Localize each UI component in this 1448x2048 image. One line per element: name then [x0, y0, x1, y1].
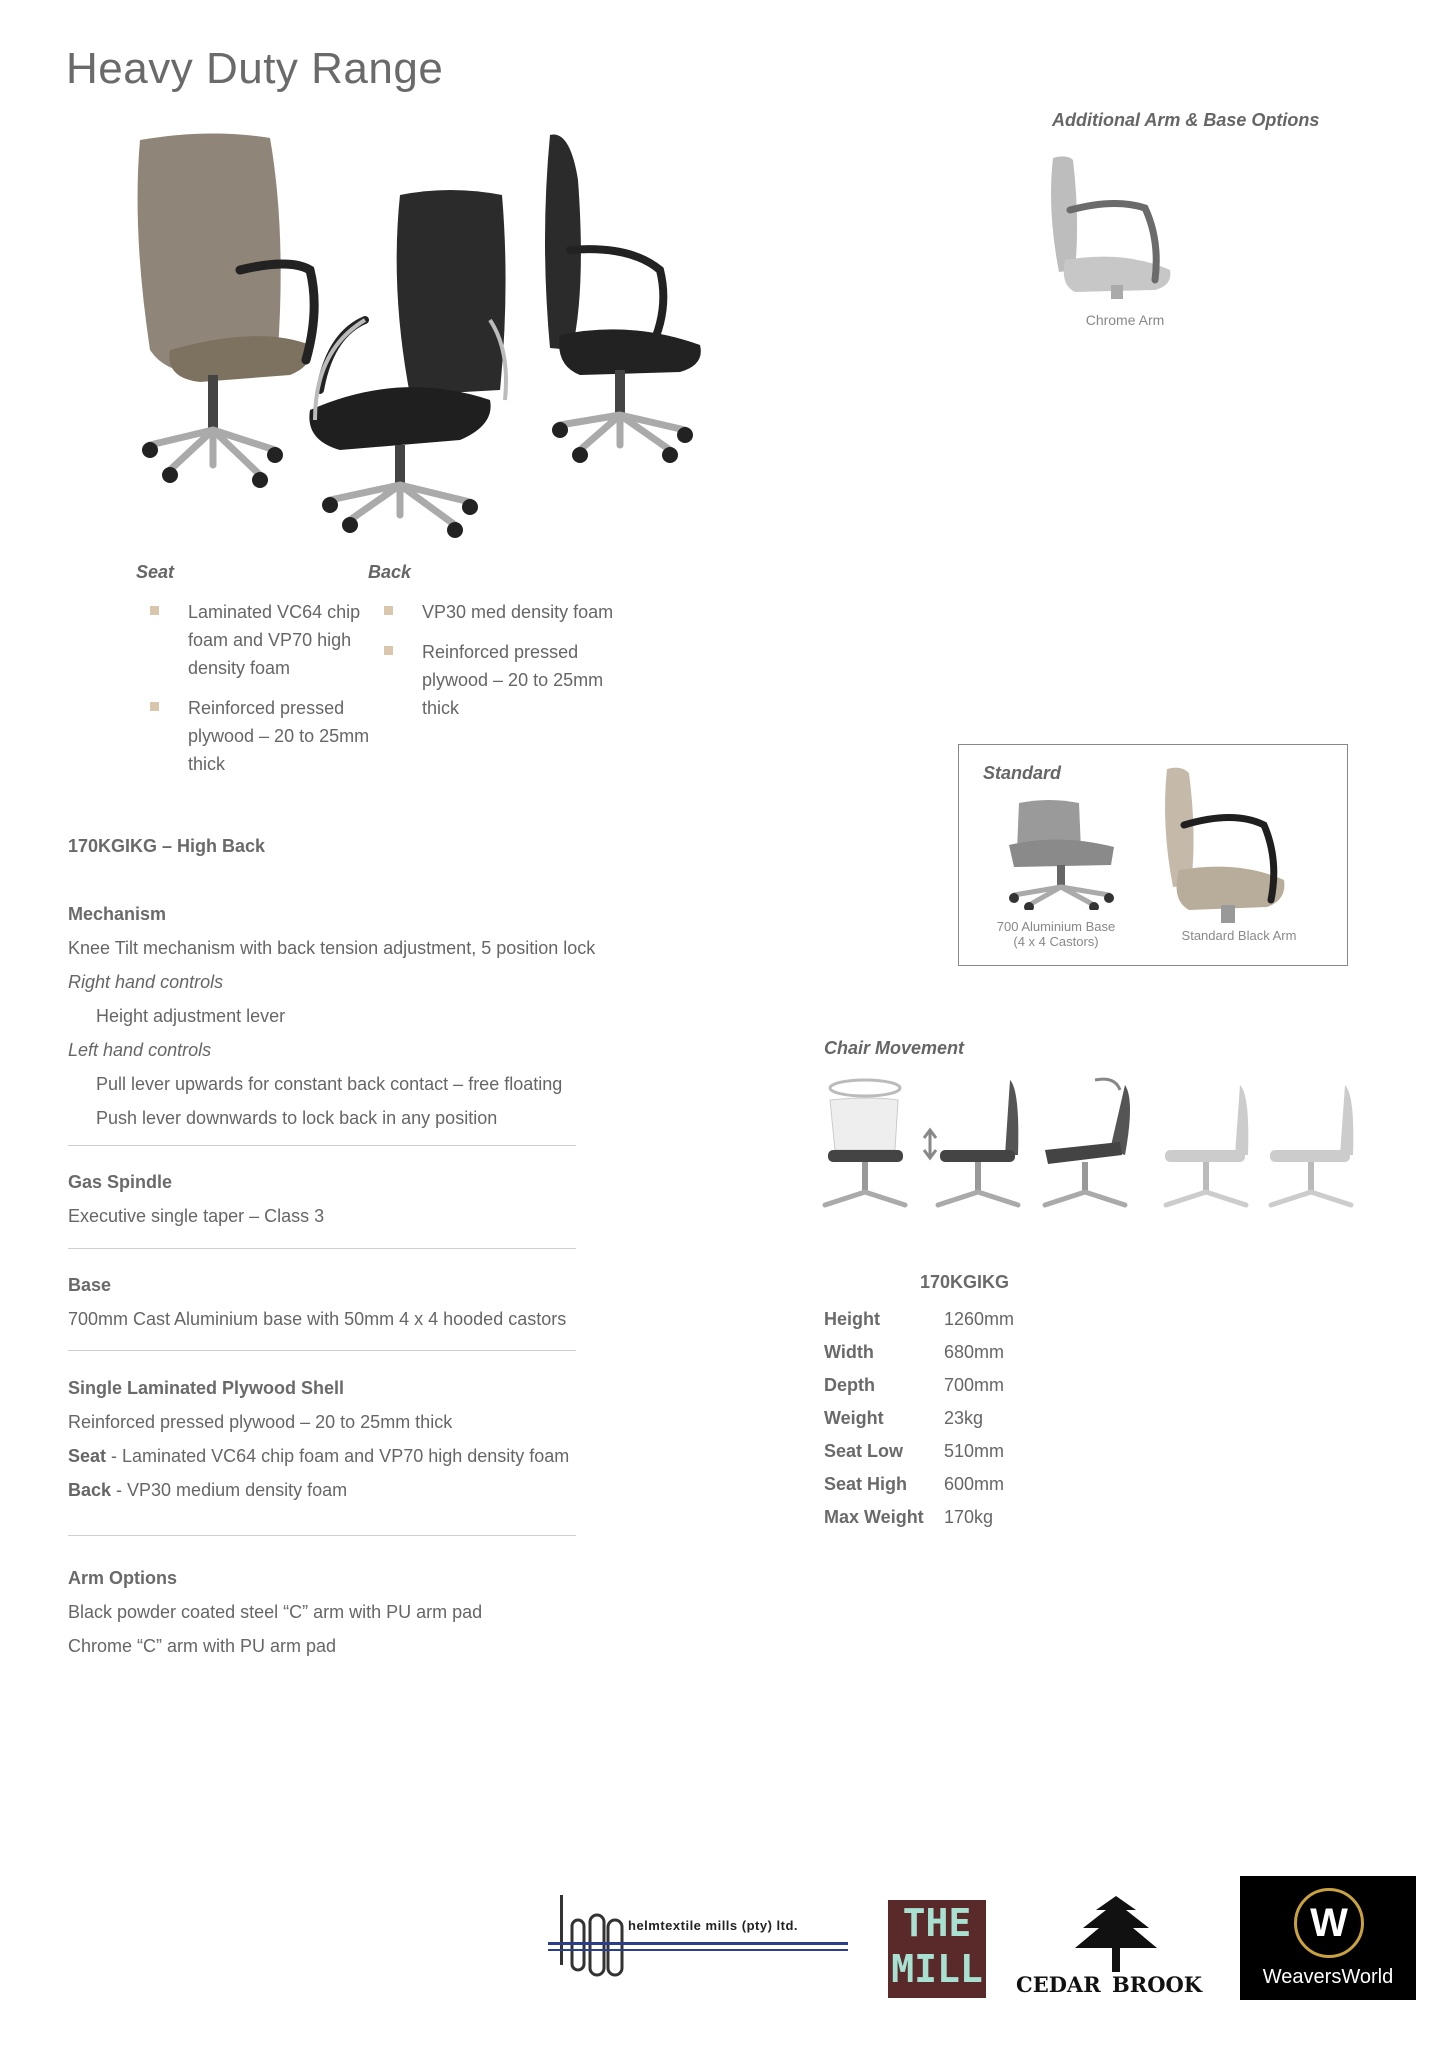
dimensions-table — [824, 1303, 1014, 1534]
shell-seat-value: - Laminated VC64 chip foam and VP70 high density foam — [106, 1446, 570, 1466]
chrome-arm-caption: Chrome Arm — [1085, 312, 1165, 328]
shell-seat-key: Seat — [68, 1446, 107, 1466]
list-item: Reinforced pressed plywood – 20 to 25mm thick — [150, 694, 380, 778]
tree-icon — [1071, 1892, 1161, 1972]
weaversworld-logo — [1240, 1876, 1416, 2000]
the-mill-logo-line-1: THE — [902, 1901, 972, 1945]
options-heading: Additional Arm & Base Options — [1052, 110, 1320, 130]
mechanism-heading: Mechanism — [68, 904, 167, 924]
standard-black-arm-image — [1159, 765, 1299, 925]
arm-options-heading: Arm Options — [68, 1568, 178, 1588]
back-lock-diagram — [1165, 1085, 1248, 1205]
shell-seat — [68, 1445, 628, 1467]
divider — [68, 1248, 576, 1249]
divider — [68, 1535, 576, 1536]
dim-key: Weight — [824, 1408, 884, 1428]
standard-label: Standard — [983, 763, 1062, 783]
shell-section — [68, 1378, 628, 1513]
helm-logo-line — [548, 1942, 848, 1945]
back-label: Back — [368, 562, 412, 582]
dim-value: 510mm — [944, 1441, 1005, 1461]
shell-desc: Reinforced pressed plywood – 20 to 25mm thick — [68, 1412, 453, 1432]
list-item: Laminated VC64 chip foam and VP70 high density foam — [150, 598, 380, 682]
dim-value: 680mm — [944, 1342, 1005, 1362]
base-desc: 700mm Cast Aluminium base with 50mm 4 x 4 hooded castors — [68, 1309, 567, 1329]
dimensions-model: 170KGIKG — [920, 1272, 1010, 1292]
dim-value: 600mm — [944, 1474, 1005, 1494]
base-caption — [971, 919, 1141, 949]
shell-back — [68, 1479, 628, 1501]
table-row — [824, 1501, 1014, 1534]
chair-movement-diagram — [820, 1070, 1360, 1230]
chair-movement-heading: Chair Movement — [824, 1038, 965, 1058]
aluminium-base-image — [999, 795, 1129, 910]
fabric-chair-image — [138, 133, 315, 488]
list-item: Reinforced pressed plywood – 20 to 25mm thick — [384, 638, 624, 722]
base-caption-line-1: 700 Aluminium Base — [996, 919, 1116, 934]
dim-key: Seat Low — [824, 1441, 904, 1461]
weavers-w-icon: W — [1294, 1888, 1364, 1958]
leather-chair-side-image — [545, 135, 701, 463]
base-section — [68, 1275, 628, 1342]
back-list — [384, 598, 624, 734]
standard-arm-caption: Standard Black Arm — [1181, 928, 1297, 943]
height-adjust-diagram — [924, 1080, 1018, 1205]
mechanism-section — [68, 904, 628, 1141]
seat-label: Seat — [136, 562, 175, 582]
left-hand-label: Left hand controls — [68, 1040, 212, 1060]
right-hand-item: Height adjustment lever — [96, 1006, 286, 1026]
right-hand-label: Right hand controls — [68, 972, 224, 992]
shell-heading: Single Laminated Plywood Shell — [68, 1378, 345, 1398]
table-row — [824, 1468, 1014, 1501]
dim-value: 700mm — [944, 1375, 1005, 1395]
base-caption-line-2: (4 x 4 Castors) — [1013, 934, 1099, 949]
gas-spindle-heading: Gas Spindle — [68, 1172, 173, 1192]
table-row — [824, 1435, 1014, 1468]
helm-logo-line — [548, 1949, 848, 1951]
dim-key: Seat High — [824, 1474, 908, 1494]
table-row — [824, 1336, 1014, 1369]
dim-key: Depth — [824, 1375, 875, 1395]
left-hand-item-1: Pull lever upwards for constant back contact – free floating — [96, 1074, 563, 1094]
product-photos — [110, 120, 730, 540]
gas-spindle-section — [68, 1172, 628, 1239]
base-heading: Base — [68, 1275, 112, 1295]
swivel-diagram — [825, 1080, 905, 1205]
brook-logo-text: BROOK — [1112, 1972, 1203, 1997]
arm-options-section — [68, 1568, 628, 1669]
table-row — [824, 1402, 1014, 1435]
left-hand-item-2: Push lever downwards to lock back in any position — [96, 1108, 498, 1128]
dim-key: Width — [824, 1342, 874, 1362]
standard-options-box — [958, 744, 1348, 966]
shell-back-key: Back — [68, 1480, 112, 1500]
free-float-diagram — [1270, 1085, 1353, 1205]
arm-option-2: Chrome “C” arm with PU arm pad — [68, 1636, 337, 1656]
model-title: 170KGIKG – High Back — [68, 836, 266, 856]
weavers-logo-text: WeaversWorld — [1262, 1966, 1394, 1988]
shell-back-value: - VP30 medium density foam — [111, 1480, 348, 1500]
dim-key: Height — [824, 1309, 880, 1329]
table-row — [824, 1369, 1014, 1402]
dim-value: 23kg — [944, 1408, 984, 1428]
helm-logo — [548, 1890, 858, 1980]
cedar-logo-text: CEDAR — [1016, 1972, 1101, 1997]
dim-key: Max Weight — [824, 1507, 924, 1527]
the-mill-logo — [888, 1900, 986, 1998]
gas-spindle-desc: Executive single taper – Class 3 — [68, 1206, 325, 1226]
arm-option-1: Black powder coated steel “C” arm with PU arm pad — [68, 1602, 483, 1622]
chrome-arm-image — [1045, 150, 1185, 300]
helm-logo-mark — [548, 1890, 628, 1980]
leather-chair-front-image — [309, 190, 506, 538]
list-item: VP30 med density foam — [384, 598, 624, 626]
tilt-diagram — [1045, 1079, 1130, 1205]
cedar-brook-logo — [1016, 1892, 1202, 2004]
divider — [68, 1350, 576, 1351]
helm-logo-text: helmtextile mills (pty) ltd. — [628, 1918, 799, 1933]
dim-value: 170kg — [944, 1507, 994, 1527]
seat-list — [150, 598, 380, 790]
page-title: Heavy Duty Range — [66, 44, 444, 93]
divider — [68, 1145, 576, 1146]
table-row — [824, 1303, 1014, 1336]
dim-value: 1260mm — [944, 1309, 1015, 1329]
mechanism-desc: Knee Tilt mechanism with back tension adjustment, 5 position lock — [68, 938, 596, 958]
the-mill-logo-line-2: MILL — [891, 1947, 983, 1991]
